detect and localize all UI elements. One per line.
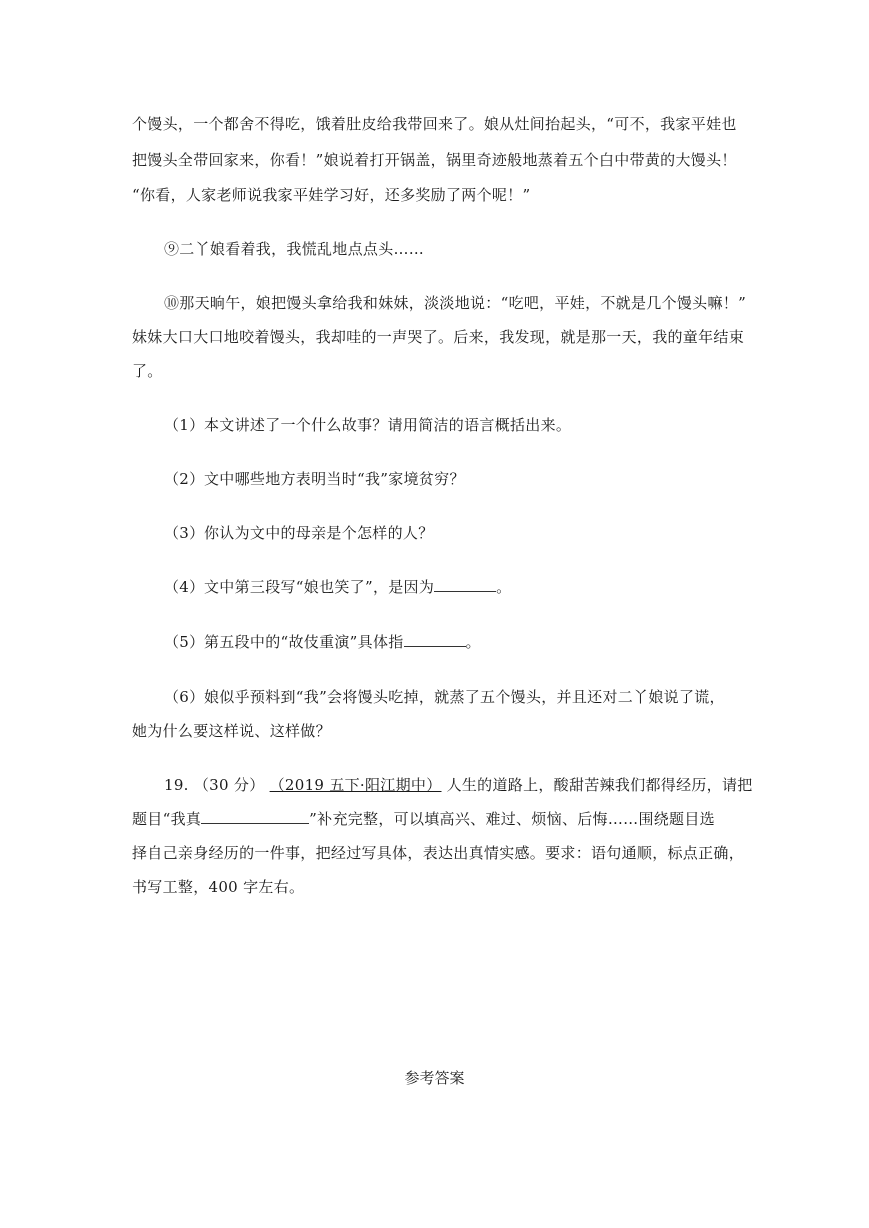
- question-19-line-2: [132, 808, 715, 829]
- question-number: （6）: [164, 688, 205, 706]
- passage-paragraph-9: ⑨二丫娘看着我，我慌乱地点点头……: [164, 240, 425, 258]
- question-text: 文中哪些地方表明当时“我”家境贫穷？: [204, 470, 465, 488]
- question-19-line-3: 择自己亲身经历的一件事，把经过写具体，表达出真情实感。要求：语句通顺，标点正确，: [132, 844, 745, 862]
- question-2: [164, 468, 465, 489]
- question-number: （5）: [164, 633, 205, 651]
- question-3: [164, 522, 434, 543]
- answer-blank[interactable]: [434, 579, 496, 592]
- question-6-continued: 她为什么要这样说、这样做？: [132, 722, 331, 740]
- question-text: 第五段中的“故伎重演”具体指: [204, 633, 404, 651]
- question-6: [164, 686, 725, 707]
- question-number: 19.: [164, 776, 189, 794]
- question-text-end: 。: [496, 578, 512, 596]
- question-text: ”补充完整，可以填高兴、难过、烦恼、后悔……围绕题目选: [309, 810, 715, 828]
- passage-line: 妹妹大口大口地咬着馒头，我却哇的一声哭了。后来，我发现，就是那一天，我的童年结束: [132, 328, 745, 346]
- question-4: [164, 576, 511, 597]
- question-text: 本文讲述了一个什么故事？请用简洁的语言概括出来。: [204, 416, 572, 434]
- question-number: （4）: [164, 578, 205, 596]
- question-5: [164, 631, 481, 652]
- passage-line: 把馒头全带回家来，你看！”娘说着打开锅盖，锅里奇迹般地蒸着五个白中带黄的大馒头！: [132, 151, 737, 169]
- question-text: 题目“我真: [132, 810, 202, 828]
- question-text: 娘似乎预料到“我”会将馒头吃掉，就蒸了五个馒头，并且还对二丫娘说了谎，: [204, 688, 725, 706]
- title-blank[interactable]: [201, 811, 309, 824]
- question-score: （30 分）: [193, 776, 265, 794]
- passage-line: 了。: [132, 362, 163, 380]
- passage-line: “你看，人家老师说我家平娃学习好，还多奖励了两个呢！”: [132, 186, 531, 204]
- question-19-line-4: 书写工整，400 字左右。: [132, 878, 305, 896]
- question-text: 你认为文中的母亲是个怎样的人？: [204, 524, 434, 542]
- question-source-tag[interactable]: （2019 五下·阳江期中）: [269, 776, 442, 794]
- question-text: 文中第三段写“娘也笑了”，是因为: [204, 578, 435, 596]
- question-number: （3）: [164, 524, 205, 542]
- passage-line: 个馒头，一个都舍不得吃，饿着肚皮给我带回来了。娘从灶间抬起头，“可不，我家平娃也: [132, 115, 737, 133]
- answer-section-heading: 参考答案: [404, 1069, 465, 1087]
- question-number: （1）: [164, 416, 205, 434]
- question-text: 人生的道路上，酸甜苦辣我们都得经历，请把: [446, 776, 753, 794]
- answer-blank[interactable]: [404, 634, 466, 647]
- question-19: [164, 774, 753, 795]
- passage-line: ⑩那天晌午，娘把馒头拿给我和妹妹，淡淡地说：“吃吧，平娃，不就是几个馒头嘛！”: [164, 294, 747, 312]
- question-text-end: 。: [465, 633, 481, 651]
- question-number: （2）: [164, 470, 205, 488]
- question-1: [164, 414, 571, 435]
